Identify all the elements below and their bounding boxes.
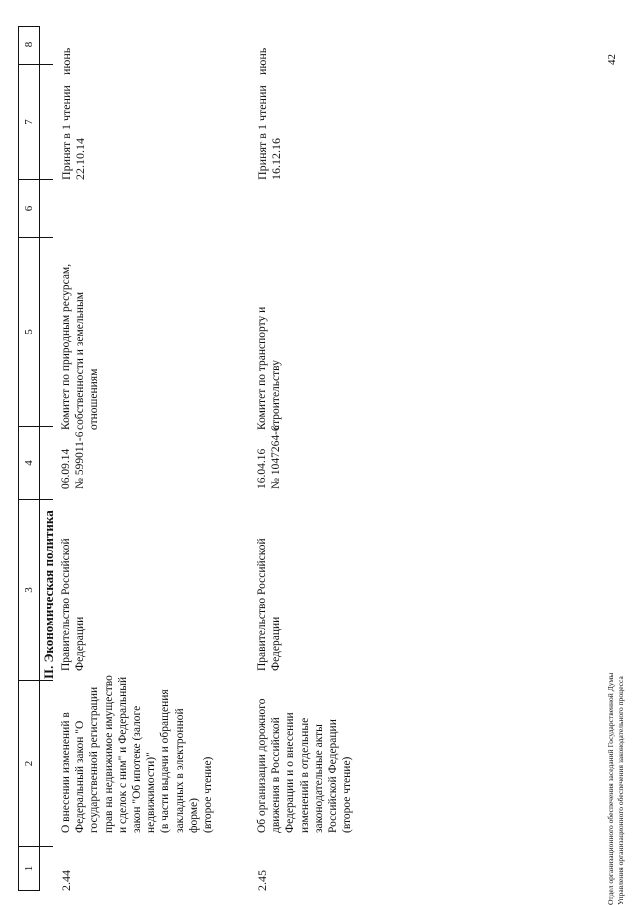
footer-organization [606,585,626,905]
column-header: 3 [19,499,39,680]
column-header: 6 [19,179,39,237]
planned-month: июнь [59,47,73,75]
registration-date: 06.09.14 [60,448,72,489]
status: Принят в 1 чтении 16.12.16 [255,85,284,180]
column-divider [40,179,53,180]
column-header: 5 [19,237,39,426]
row-number: 2.45 [255,870,269,891]
column-divider [40,846,53,847]
committee: Комитет по транспорту и строительству [256,306,283,430]
initiator: Правительство Российской Федерации [256,538,283,671]
column-divider [40,680,53,681]
column-header: 4 [19,426,39,499]
column-divider [40,64,53,65]
row-number: 2.44 [59,870,73,891]
column-header: 7 [19,64,39,179]
bill-title: Об организации дорожного движения в Российской Федерации и о внесении изменений в отдельные законодательные акты Российской Федерации (второе чтение) [256,698,354,833]
registration-number: № 599011-6 [74,431,86,489]
registration-number: № 1047264-6 [270,425,282,489]
column-header: 1 [19,846,39,890]
page-number: 42 [606,54,618,65]
column-header-row [18,26,40,891]
planned-month: июнь [255,47,269,75]
footer-org-line: Отдел организационного обеспечения заседаний Государственной Думы [606,672,615,905]
column-header: 8 [23,41,35,48]
registration-date: 16.04.16 [256,448,268,489]
footer-org-line: Управления организационного обеспечения законодательного процесса [616,676,625,905]
initiator: Правительство Российской Федерации [60,538,87,671]
committee: Комитет по природным ресурсам, собственности и земельным отношениям [60,263,101,430]
section-title: II. Экономическая политика [41,510,56,679]
column-divider [40,237,53,238]
column-header: 2 [19,680,39,846]
status: Принят в 1 чтении 22.10.14 [59,85,88,180]
bill-title: О внесении изменений в Федеральный закон "О государственной регистрации прав на недвижимое имущество и сделок с ним" и Федеральный закон "Об ипотеке (залоге недвижимости)" (в части выдачи и обращения закладных в электронной форме) (второе чтение) [60,675,215,833]
